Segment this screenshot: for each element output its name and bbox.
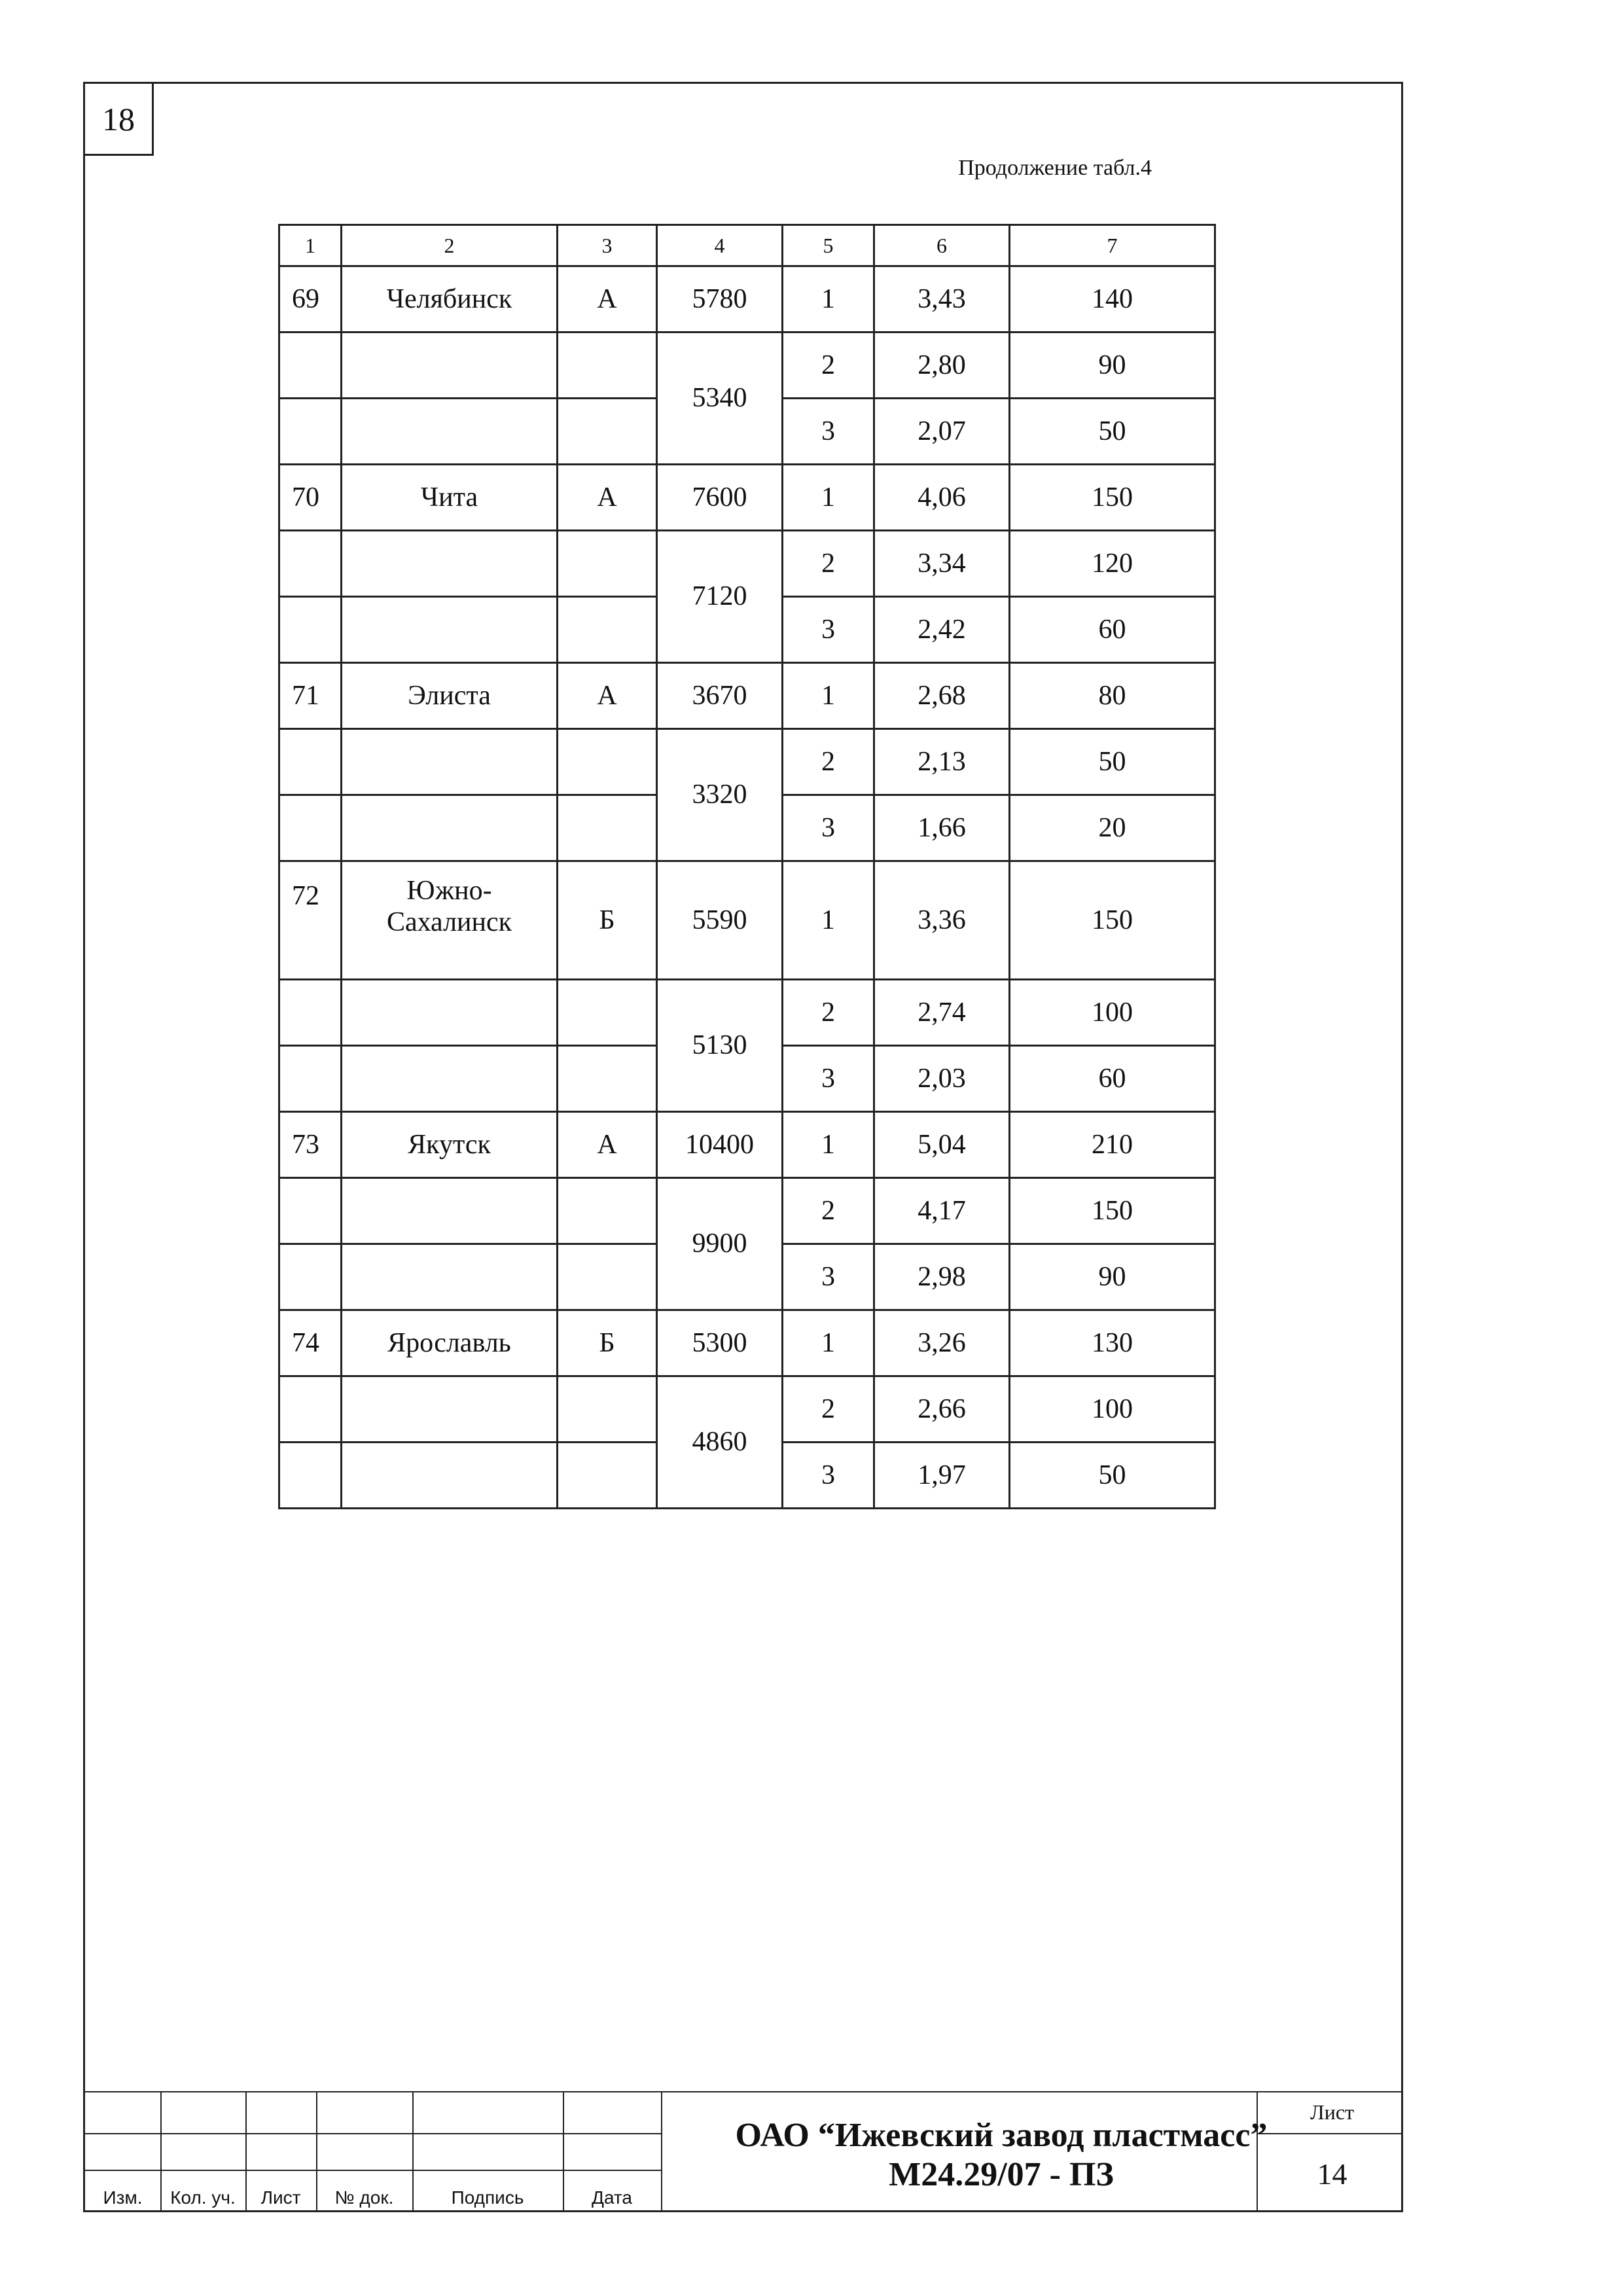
stamp-label-izm: Изм.: [103, 2187, 143, 2208]
table-cell: [342, 1443, 558, 1509]
table-cell: 2,07: [874, 399, 1010, 465]
table-body: [279, 225, 1215, 1509]
table-row: [279, 332, 1215, 399]
table-cell: 2: [783, 1178, 874, 1244]
table-cell: [558, 1376, 657, 1443]
table-cell: 70: [279, 465, 342, 531]
table-row: [279, 861, 1215, 980]
city-cell: Ярославль: [342, 1310, 558, 1376]
table-cell: 2,13: [874, 729, 1010, 795]
table-cell: [342, 1244, 558, 1310]
table-cell: 3320: [657, 729, 783, 861]
table-cell: 3: [783, 1244, 874, 1310]
table-cell: 4860: [657, 1376, 783, 1509]
table-cell: 50: [1010, 729, 1215, 795]
table-cell: 4,06: [874, 465, 1010, 531]
table-cell: 5300: [657, 1310, 783, 1376]
table-cell: 210: [1010, 1112, 1215, 1178]
table-cell: 5590: [657, 861, 783, 980]
table-cell: [279, 1376, 342, 1443]
table-cell: [558, 1046, 657, 1112]
table-cell: [342, 399, 558, 465]
table-cell: [279, 1244, 342, 1310]
table-cell: 1: [783, 465, 874, 531]
table-cell: 5130: [657, 980, 783, 1112]
table-cell: А: [558, 465, 657, 531]
table-cell: 1: [783, 663, 874, 729]
table-cell: 5780: [657, 266, 783, 332]
table-cell: 140: [1010, 266, 1215, 332]
table-cell: [342, 1376, 558, 1443]
table-cell: 1,97: [874, 1443, 1010, 1509]
table-cell: 69: [279, 266, 342, 332]
table-cell: 2,03: [874, 1046, 1010, 1112]
table-cell: 1,66: [874, 795, 1010, 861]
city-cell: Южно- Сахалинск: [342, 861, 558, 980]
table-cell: [558, 1443, 657, 1509]
table-cell: 2,66: [874, 1376, 1010, 1443]
city-cell: Элиста: [342, 663, 558, 729]
table-cell: 2: [783, 332, 874, 399]
table-row: [279, 663, 1215, 729]
table-header-row: [279, 225, 1215, 266]
page-number: 18: [83, 82, 154, 156]
document-code: М24.29/07 - ПЗ: [889, 2155, 1114, 2193]
table-cell: 10400: [657, 1112, 783, 1178]
table-cell: 150: [1010, 861, 1215, 980]
table-cell: [558, 399, 657, 465]
table-cell: [279, 795, 342, 861]
table-row: [279, 531, 1215, 597]
table-cell: [342, 1046, 558, 1112]
table-row: [279, 1112, 1215, 1178]
table-cell: [279, 1443, 342, 1509]
table-cell: [279, 980, 342, 1046]
table-cell: [279, 1178, 342, 1244]
table-cell: 73: [279, 1112, 342, 1178]
table-cell: [342, 597, 558, 663]
table-cell: [558, 531, 657, 597]
table-cell: 100: [1010, 1376, 1215, 1443]
table-cell: [342, 332, 558, 399]
table-cell: 9900: [657, 1178, 783, 1310]
table-cell: [342, 795, 558, 861]
table-row: [279, 729, 1215, 795]
table-cell: 80: [1010, 663, 1215, 729]
table-cell: 3: [783, 795, 874, 861]
table-cell: [558, 1178, 657, 1244]
header-cell: 5: [783, 225, 874, 266]
table-row: [279, 1310, 1215, 1376]
table-cell: 20: [1010, 795, 1215, 861]
stamp-label-kol-uch: Кол. уч.: [170, 2187, 236, 2208]
city-cell: Челябинск: [342, 266, 558, 332]
stamp-label-signature: Подпись: [451, 2187, 524, 2208]
table-cell: [558, 597, 657, 663]
table-cell: 2: [783, 729, 874, 795]
table-row: [279, 1178, 1215, 1244]
stamp-label-list: Лист: [260, 2187, 301, 2208]
table-cell: А: [558, 1112, 657, 1178]
table-cell: [279, 729, 342, 795]
title-block: [85, 2091, 1401, 2210]
header-cell: 3: [558, 225, 657, 266]
table-cell: 3,36: [874, 861, 1010, 980]
table-cell: [279, 597, 342, 663]
table-cell: 3,43: [874, 266, 1010, 332]
table-cell: [558, 729, 657, 795]
table-cell: 130: [1010, 1310, 1215, 1376]
sheet-number: 14: [1317, 2157, 1347, 2191]
table-cell: [279, 531, 342, 597]
table-cell: 1: [783, 1112, 874, 1178]
table-cell: А: [558, 663, 657, 729]
table-cell: 4,17: [874, 1178, 1010, 1244]
table-cell: 3: [783, 1443, 874, 1509]
table-cell: [558, 795, 657, 861]
table-cell: 5340: [657, 332, 783, 465]
table-cell: 50: [1010, 399, 1215, 465]
table-row: [279, 1376, 1215, 1443]
table-cell: [342, 980, 558, 1046]
table-cell: 2: [783, 980, 874, 1046]
table-cell: [279, 332, 342, 399]
table-cell: 71: [279, 663, 342, 729]
table-row: [279, 465, 1215, 531]
organization-name: [661, 2116, 1342, 2195]
stamp-label-doc-no: № док.: [334, 2187, 394, 2208]
table-cell: 74: [279, 1310, 342, 1376]
table-cell: 2: [783, 531, 874, 597]
table-cell: [342, 531, 558, 597]
city-cell: Якутск: [342, 1112, 558, 1178]
header-cell: 1: [279, 225, 342, 266]
header-cell: 4: [657, 225, 783, 266]
table-cell: [342, 729, 558, 795]
table-cell: 100: [1010, 980, 1215, 1046]
table-cell: 2,68: [874, 663, 1010, 729]
table-cell: 3: [783, 1046, 874, 1112]
table-cell: 90: [1010, 1244, 1215, 1310]
table-cell: 7120: [657, 531, 783, 663]
table-cell: 3,26: [874, 1310, 1010, 1376]
table-cell: 2,42: [874, 597, 1010, 663]
table-cell: [279, 1046, 342, 1112]
table-cell: 60: [1010, 1046, 1215, 1112]
table-cell: [342, 1178, 558, 1244]
table-row: [279, 980, 1215, 1046]
stamp-label-date: Дата: [591, 2187, 632, 2208]
table-cell: Б: [558, 861, 657, 980]
table-cell: 150: [1010, 465, 1215, 531]
table-cell: 50: [1010, 1443, 1215, 1509]
table-row: [279, 266, 1215, 332]
table-cell: 7600: [657, 465, 783, 531]
table-cell: 1: [783, 1310, 874, 1376]
table-cell: 60: [1010, 597, 1215, 663]
table-cell: 90: [1010, 332, 1215, 399]
table-caption: Продолжение табл.4: [958, 156, 1152, 180]
table-cell: 2,74: [874, 980, 1010, 1046]
table-cell: 120: [1010, 531, 1215, 597]
header-cell: 2: [342, 225, 558, 266]
table-cell: 3: [783, 399, 874, 465]
table-cell: 150: [1010, 1178, 1215, 1244]
city-cell: Чита: [342, 465, 558, 531]
data-table: [278, 224, 1216, 1509]
org-line-1: ОАО “Ижевский завод пластмасс”: [735, 2117, 1268, 2154]
table-cell: 2: [783, 1376, 874, 1443]
table-cell: [558, 332, 657, 399]
table-cell: 2,80: [874, 332, 1010, 399]
table-cell: [558, 980, 657, 1046]
table-cell: 1: [783, 861, 874, 980]
table-cell: [279, 399, 342, 465]
table-cell: 3,34: [874, 531, 1010, 597]
sheet-label: Лист: [1310, 2100, 1354, 2124]
table-cell: 3670: [657, 663, 783, 729]
table-cell: 1: [783, 266, 874, 332]
header-cell: 7: [1010, 225, 1215, 266]
table-cell: 5,04: [874, 1112, 1010, 1178]
table-cell: 2,98: [874, 1244, 1010, 1310]
header-cell: 6: [874, 225, 1010, 266]
table-cell: Б: [558, 1310, 657, 1376]
table-cell: 3: [783, 597, 874, 663]
table-cell: А: [558, 266, 657, 332]
table-cell: 72: [279, 861, 342, 980]
table-cell: [558, 1244, 657, 1310]
